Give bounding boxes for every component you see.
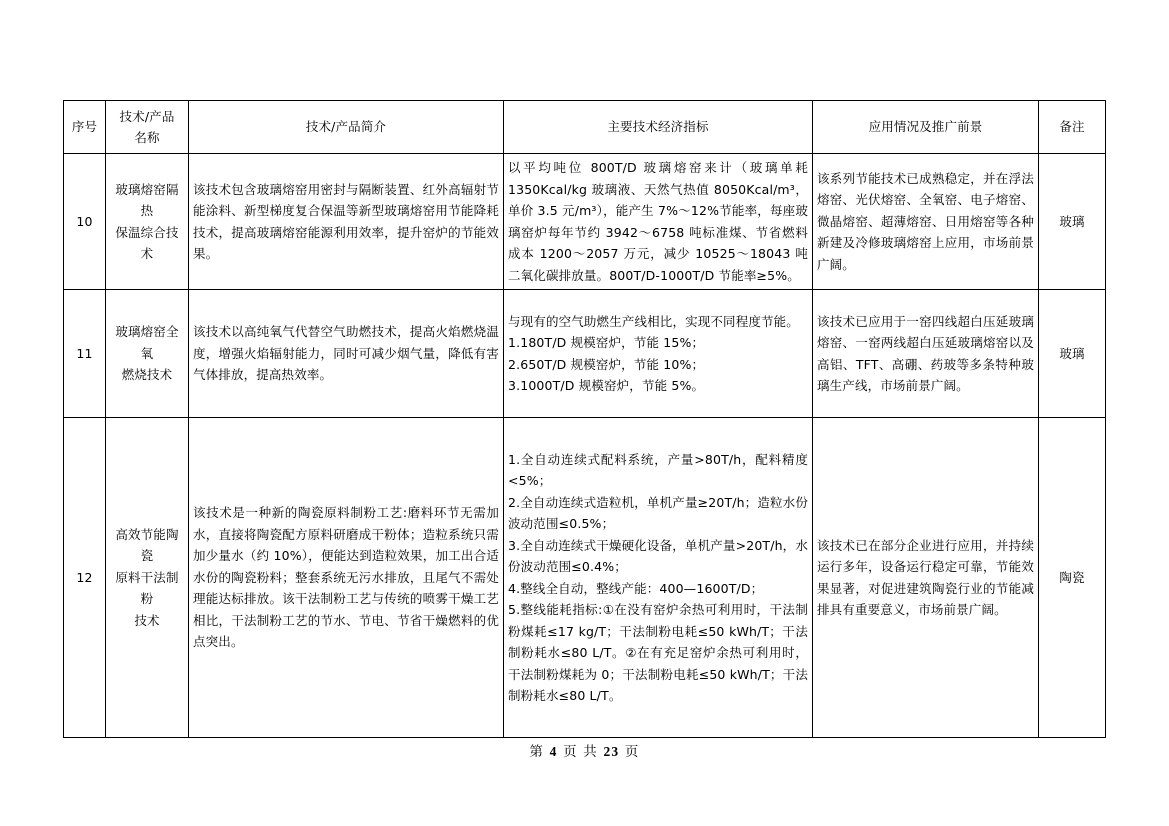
table-row xyxy=(64,418,1106,738)
row-name-line3: 技术 xyxy=(134,612,160,628)
row-indicators xyxy=(504,418,813,738)
header-cell-description: 技术/产品简介 xyxy=(189,101,504,154)
indicator-line: 5.整线能耗指标:①在没有窑炉余热可利用时，干法制粉煤耗≤17 kg/T；干法制粉电耗≤50 kWh/T；干法制粉耗水≤80 L/T。②在有充足窑炉余热可利用时，干法制粉煤耗为 0；干法制粉电耗≤50 kWh/T；干法制粉耗水≤80 L/T。 xyxy=(508,602,808,703)
indicator-line-list xyxy=(508,311,808,397)
table-header xyxy=(64,101,1106,154)
row-description: 该技术以高纯氧气代替空气助燃技术，提高火焰燃烧温度，增强火焰辐射能力，同时可减少烟气量，降低有害气体排放，提高热效率。 xyxy=(189,290,504,418)
footer-total-pages: 23 xyxy=(603,744,620,759)
row-technology-name xyxy=(106,418,189,738)
indicator-line: 与现有的空气助燃生产线相比，实现不同程度节能。 xyxy=(508,313,799,329)
table-body xyxy=(64,154,1106,738)
header-cell-seq: 序号 xyxy=(64,101,106,154)
row-name-line1: 玻璃熔窑全氧 xyxy=(115,324,179,361)
header-name-line1: 技术/产品 xyxy=(119,108,175,124)
table-row xyxy=(64,290,1106,418)
footer-prefix: 第 xyxy=(529,744,545,760)
header-row xyxy=(64,101,1106,154)
technology-catalog-table xyxy=(63,100,1106,738)
row-note: 陶瓷 xyxy=(1039,418,1106,738)
row-name-line1: 高效节能陶瓷 xyxy=(115,526,179,564)
row-description: 该技术是一种新的陶瓷原料制粉工艺:磨料环节无需加水，直接将陶瓷配方原料研磨成干粉体；造粒系统只需加少量水（约 10%），便能达到造粒效果，加工出合适水份的陶瓷粉料；整套系统无污水排放，且尾气不需处理能达标排放。该干法制粉工艺与传统的喷雾干燥工艺相比，干法制粉工艺的节水、节电、节省干燥燃料的优点突出。 xyxy=(189,418,504,738)
row-technology-name xyxy=(106,154,189,290)
indicator-line: 2.全自动连续式造粒机，单机产量≥20T/h；造粒水份波动范围≤0.5%； xyxy=(508,494,808,531)
footer-middle: 页 共 xyxy=(563,744,598,760)
indicator-line: 2.650T/D 规模窑炉，节能 10%； xyxy=(508,356,705,372)
header-cell-application: 应用情况及推广前景 xyxy=(813,101,1039,154)
row-name-line1: 玻璃熔窑隔热 xyxy=(115,181,179,218)
row-sequence-number: 12 xyxy=(64,418,106,738)
row-indicators xyxy=(504,290,813,418)
row-name-line2: 保温综合技术 xyxy=(115,224,179,261)
row-indicators: 以平均吨位 800T/D 玻璃熔窑来计（玻璃单耗 1350Kcal/kg 玻璃液、天然气热值 8050Kcal/m³，单价 3.5 元/m³），能产生 7%～12%节能率，每座玻璃窑炉每年节约 3942～6758 吨标准煤、节省燃料成本 1200～2057 万元，减少 10525～18043 吨二氧化碳排放量。800T/D-1000T/D 节能率≥5%。 xyxy=(504,154,813,290)
row-name-line2: 燃烧技术 xyxy=(121,367,173,383)
footer-page-number: 4 xyxy=(549,744,558,759)
row-note: 玻璃 xyxy=(1039,290,1106,418)
row-application: 该技术已在部分企业进行应用，并持续运行多年，设备运行稳定可靠，节能效果显著，对促进建筑陶瓷行业的节能减排具有重要意义，市场前景广阔。 xyxy=(813,418,1039,738)
indicator-line: 4.整线全自动，整线产能：400—1600T/D； xyxy=(508,580,764,596)
page-footer xyxy=(0,740,1169,760)
row-sequence-number: 11 xyxy=(64,290,106,418)
indicator-line-list xyxy=(508,449,808,707)
indicator-line: 3.全自动连续式干燥硬化设备，单机产量>20T/h，水份波动范围≤0.4%； xyxy=(508,537,808,574)
header-name-line2: 名称 xyxy=(134,130,160,145)
row-application: 该技术已应用于一窑四线超白压延玻璃熔窑、一窑两线超白压延玻璃熔窑以及高铝、TFT、高硼、药玻等多条特种玻璃生产线，市场前景广阔。 xyxy=(813,290,1039,418)
row-technology-name xyxy=(106,290,189,418)
header-cell-name xyxy=(106,101,189,154)
row-description: 该技术包含玻璃熔窑用密封与隔断装置、红外高辐射节能涂料、新型梯度复合保温等新型玻璃熔窑用节能降耗技术，提高玻璃熔窑能源利用效率，提升窑炉的节能效果。 xyxy=(189,154,504,290)
row-note: 玻璃 xyxy=(1039,154,1106,290)
footer-suffix: 页 xyxy=(624,744,640,760)
row-name-line2: 原料干法制粉 xyxy=(115,569,179,607)
header-cell-note: 备注 xyxy=(1039,101,1106,154)
row-application: 该系列节能技术已成熟稳定，并在浮法熔窑、光伏熔窑、全氧窑、电子熔窑、微晶熔窑、超薄熔窑、日用熔窑等各种新建及冷修玻璃熔窑上应用，市场前景广阔。 xyxy=(813,154,1039,290)
header-cell-indicators: 主要技术经济指标 xyxy=(504,101,813,154)
table-row xyxy=(64,154,1106,290)
indicator-line: 1.全自动连续式配料系统，产量>80T/h，配料精度<5%； xyxy=(508,451,808,488)
indicator-line: 3.1000T/D 规模窑炉，节能 5%。 xyxy=(508,378,705,393)
indicator-line: 1.180T/D 规模窑炉，节能 15%； xyxy=(508,335,705,350)
row-sequence-number: 10 xyxy=(64,154,106,290)
